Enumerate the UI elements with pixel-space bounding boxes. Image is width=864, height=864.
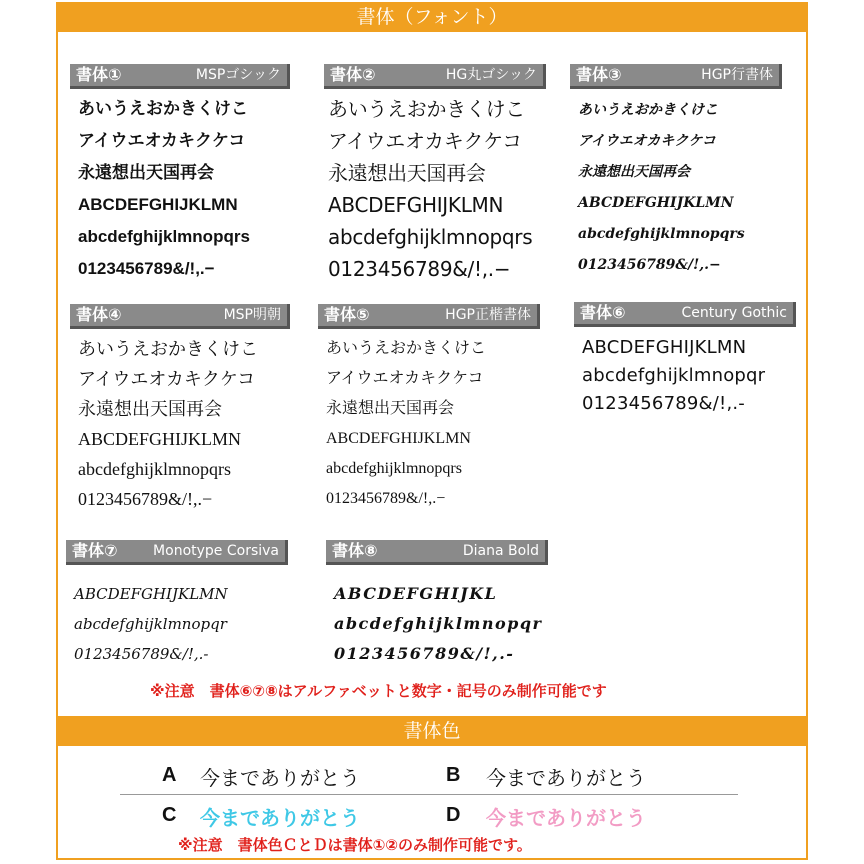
sample-line: 0123456789&/!,.−	[328, 257, 511, 281]
sample-line: abcdefghijklmnopqr	[334, 614, 543, 633]
sample-line: 0123456789&/!,.−	[78, 259, 215, 278]
sample-line: 0123456789&/!,.-	[74, 645, 209, 663]
sample-line: 0123456789&/!,.-	[582, 393, 745, 414]
sample-line: ABCDEFGHIJKL	[334, 584, 498, 603]
sample-line: 0123456789&/!,.−	[326, 490, 446, 507]
font-name: HGP行書体	[701, 67, 773, 83]
sample-line: あいうえおかきくけこ	[578, 102, 718, 118]
font-lines	[324, 93, 546, 285]
sample-line: abcdefghijklmnopqrs	[326, 460, 462, 477]
sample-line: ABCDEFGHIJKLMN	[582, 337, 747, 358]
sample-line: ABCDEFGHIJKLMN	[328, 193, 504, 217]
font-lines	[318, 334, 540, 514]
sample-line: 永遠想出天国再会	[578, 164, 690, 180]
font-sample-2	[324, 64, 546, 285]
section-title-colors: 書体色	[58, 716, 806, 746]
font-name: MSPゴシック	[195, 67, 281, 83]
color-sample-d: 今までありがとう	[486, 806, 646, 830]
color-sample-c: 今までありがとう	[200, 806, 360, 830]
color-sample-b: 今までありがとう	[486, 766, 646, 790]
font-header	[574, 302, 796, 327]
divider	[120, 794, 738, 795]
font-header	[70, 304, 290, 329]
sample-line: 永遠想出天国再会	[328, 161, 486, 185]
font-sample-8	[326, 540, 548, 669]
font-lines	[70, 93, 290, 285]
font-lines	[70, 334, 290, 514]
font-number: 書体③	[576, 65, 622, 84]
sample-line: 0123456789&/!,.−	[578, 257, 721, 273]
font-availability-note: ※注意 書体⑥⑦⑧はアルファベットと数字・記号のみ制作可能です	[150, 682, 607, 700]
font-name: Monotype Corsiva	[153, 543, 279, 559]
font-lines	[66, 579, 288, 669]
sample-line: 0123456789&/!,.-	[334, 644, 515, 663]
font-name: Diana Bold	[462, 543, 539, 559]
font-header	[570, 64, 782, 89]
font-name: MSP明朝	[223, 307, 281, 323]
font-sample-5	[318, 304, 540, 514]
sample-line: ABCDEFGHIJKLMN	[74, 585, 228, 603]
sample-line: ABCDEFGHIJKLMN	[78, 195, 238, 214]
color-option-letter-c: C	[162, 804, 177, 826]
font-number: 書体⑤	[324, 305, 370, 324]
font-name: HG丸ゴシック	[445, 67, 537, 83]
color-sample-a: 今までありがとう	[200, 766, 360, 790]
font-header	[66, 540, 288, 565]
sample-line: アイウエオカキクケコ	[578, 133, 716, 149]
sample-line: abcdefghijklmnopqrs	[578, 226, 745, 242]
font-sample-6	[574, 302, 796, 418]
font-number: 書体⑦	[72, 541, 118, 560]
sample-line: あいうえおかきくけこ	[326, 340, 487, 357]
font-sample-4	[70, 304, 290, 514]
sample-line: 0123456789&/!,.−	[78, 489, 213, 509]
sample-line: アイウエオカキクケコ	[328, 129, 522, 153]
font-number: 書体⑥	[580, 303, 626, 322]
sample-line: abcdefghijklmnopqrs	[328, 225, 533, 249]
font-lines	[570, 95, 782, 281]
color-option-letter-d: D	[446, 804, 461, 826]
font-header	[324, 64, 546, 89]
font-lines	[326, 579, 548, 669]
font-number: 書体⑧	[332, 541, 378, 560]
font-lines	[574, 334, 796, 418]
sample-line: abcdefghijklmnopqr	[74, 615, 227, 633]
font-header	[70, 64, 290, 89]
sample-line: abcdefghijklmnopqr	[582, 365, 766, 386]
sample-line: abcdefghijklmnopqrs	[78, 459, 231, 479]
sample-line: ABCDEFGHIJKLMN	[326, 430, 471, 447]
color-availability-note: ※注意 書体色ＣとＤは書体①②のみ制作可能です。	[178, 836, 532, 854]
font-number: 書体②	[330, 65, 376, 84]
color-option-letter-b: B	[446, 764, 461, 786]
font-sample-7	[66, 540, 288, 669]
font-name: HGP正楷書体	[445, 307, 531, 323]
sample-line: あいうえおかきくけこ	[78, 99, 248, 118]
font-header	[318, 304, 540, 329]
sample-line: 永遠想出天国再会	[78, 163, 214, 182]
font-sample-3	[570, 64, 782, 281]
sample-line: アイウエオカキクケコ	[326, 370, 484, 387]
sample-line: アイウエオカキクケコ	[78, 369, 256, 389]
sample-line: 永遠想出天国再会	[326, 400, 455, 417]
sample-line: ABCDEFGHIJKLMN	[78, 429, 242, 449]
font-sample-1	[70, 64, 290, 285]
font-number: 書体④	[76, 305, 122, 324]
sample-line: アイウエオカキクケコ	[78, 131, 246, 150]
font-name: Century Gothic	[681, 305, 787, 321]
section-title-fonts: 書体（フォント）	[58, 2, 806, 32]
font-number: 書体①	[76, 65, 122, 84]
sample-line: abcdefghijklmnopqrs	[78, 227, 250, 246]
sample-line: 永遠想出天国再会	[78, 399, 222, 419]
sample-line: あいうえおかきくけこ	[78, 339, 258, 359]
sample-line: あいうえおかきくけこ	[328, 97, 525, 121]
sample-line: ABCDEFGHIJKLMN	[578, 195, 734, 211]
font-header	[326, 540, 548, 565]
color-option-letter-a: A	[162, 764, 177, 786]
